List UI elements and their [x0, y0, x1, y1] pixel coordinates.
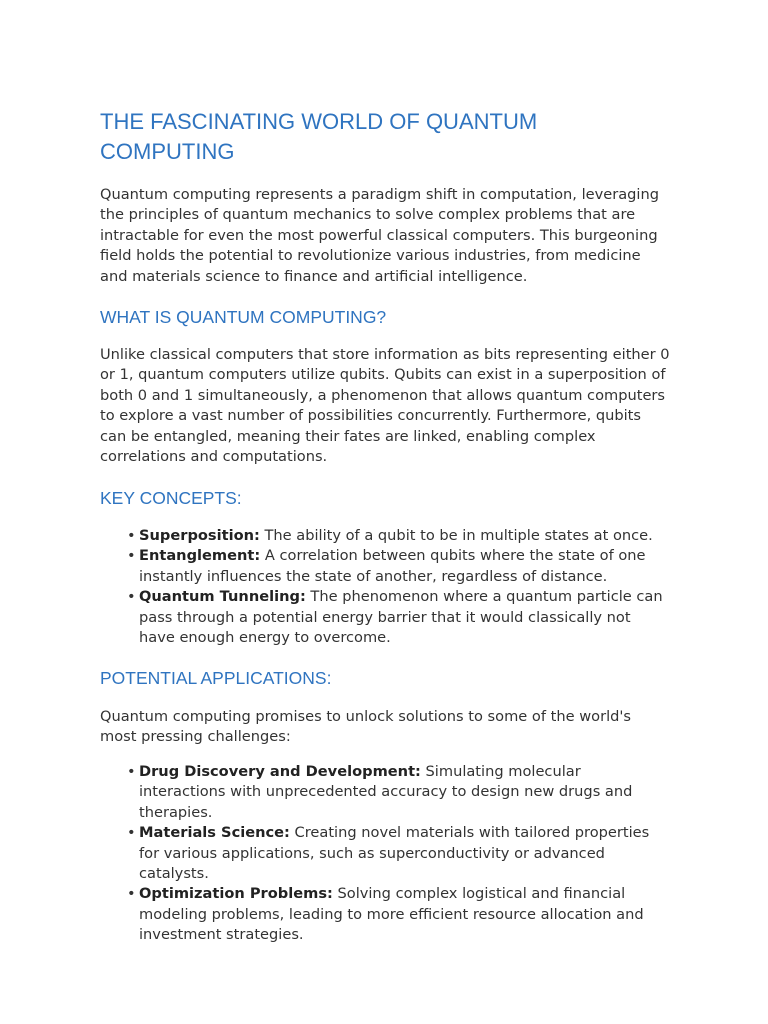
bullet-icon: • — [127, 763, 136, 780]
list-item-text: Creating novel materials with tailored properties for various applications, such as superconductivity or advanced catalysts. — [139, 824, 650, 883]
section-heading-what-is: WHAT IS QUANTUM COMPUTING? — [100, 307, 387, 327]
list-item — [127, 762, 669, 823]
list-item-term: Quantum Tunneling: — [139, 588, 306, 606]
list-item-term: Superposition: — [139, 527, 260, 544]
list-item — [127, 587, 669, 648]
list-item-text: The ability of a qubit to be in multiple states at once. — [259, 527, 653, 544]
list-item-text: A correlation between qubits where the state of one instantly influences the state of another, regardless of distance. — [139, 547, 646, 585]
list-item — [127, 526, 669, 546]
list-item-term: Drug Discovery and Development: — [139, 763, 421, 780]
key-concepts-list — [127, 526, 669, 648]
section-heading-key-concepts: KEY CONCEPTS: — [100, 488, 242, 508]
page-title: THE FASCINATING WORLD OF QUANTUM COMPUTING — [100, 109, 538, 164]
section-heading-applications: POTENTIAL APPLICATIONS: — [100, 668, 332, 688]
bullet-icon: • — [127, 527, 136, 544]
applications-paragraph: Quantum computing promises to unlock solutions to some of the world's most pressing challenges: — [100, 708, 631, 746]
applications-list — [127, 762, 669, 946]
bullet-icon: • — [127, 824, 136, 842]
list-item-text: The phenomenon where a quantum particle can pass through a potential energy barrier that it would classically not have enough energy to overcome. — [139, 588, 663, 647]
intro-paragraph: Quantum computing represents a paradigm shift in computation, leveraging the principles of quantum mechanics to solve complex problems that are intractable for even the most powerful classical computers. This burgeoning field holds the potential to revolutionize various industries, from medicine and materials science to finance and artificial intelligence. — [100, 186, 660, 285]
list-item-text: Simulating molecular interactions with unprecedented accuracy to design new drugs and therapies. — [139, 763, 633, 821]
list-item — [127, 546, 669, 587]
list-item-term: Entanglement: — [139, 547, 261, 565]
list-item-text: Solving complex logistical and financial modeling problems, leading to more efficient resource allocation and investment strategies. — [139, 885, 644, 944]
bullet-icon: • — [127, 547, 136, 565]
bullet-icon: • — [127, 588, 136, 606]
list-item-term: Optimization Problems: — [139, 885, 333, 903]
bullet-icon: • — [127, 885, 136, 903]
list-item — [127, 884, 669, 945]
list-item — [127, 823, 669, 884]
what-is-paragraph: Unlike classical computers that store information as bits representing either 0 or 1, quantum computers utilize qubits. Qubits can exist in a superposition of both 0 and 1 simultaneously, a phenomenon that allows quantum computers to explore a vast number of possibilities concurrently. Furthermore, qubits can be entangled, meaning their fates are linked, enabling complex correlations and computations. — [100, 346, 670, 466]
list-item-term: Materials Science: — [139, 824, 290, 842]
